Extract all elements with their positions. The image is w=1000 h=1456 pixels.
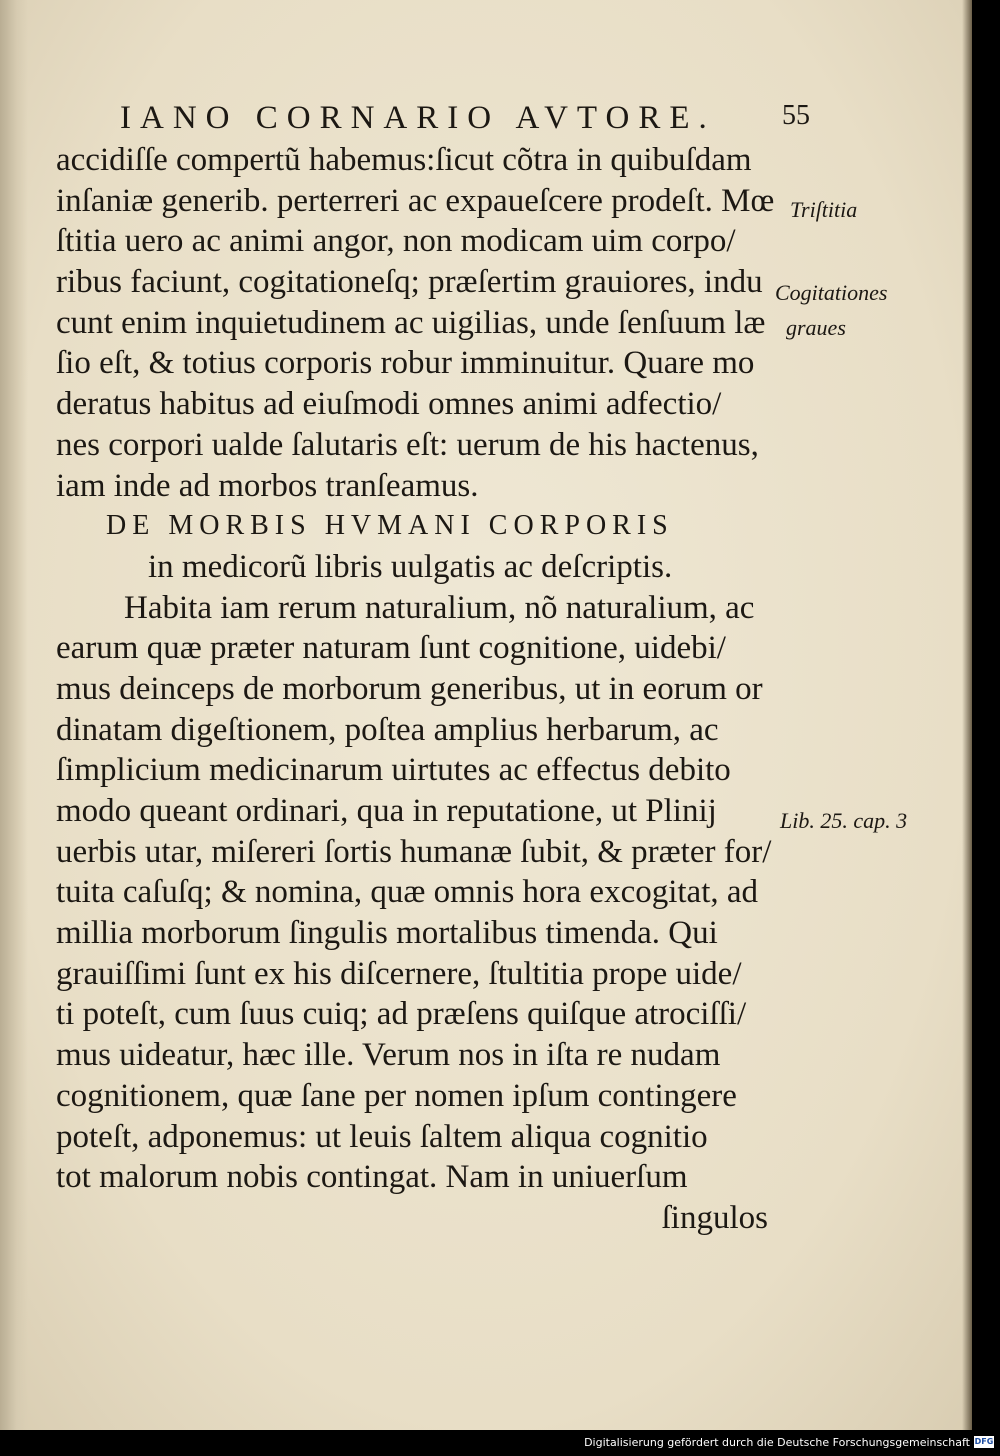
paragraph-line: mus uideatur, hæc ille. Verum nos in iſta re nudam xyxy=(56,1037,721,1074)
paragraph-line: dinatam digeſtionem, poſtea amplius herbarum, ac xyxy=(56,711,719,748)
text-line: inſaniæ generib. perterreri ac expaueſcere prodeſt. Mœ xyxy=(56,182,775,219)
text-line: iam inde ad morbos tranſeamus. xyxy=(56,467,479,504)
dfg-logo: DFG xyxy=(974,1437,994,1446)
text-line: ſio eſt, & totius corporis robur imminuitur. Quare mo xyxy=(56,345,755,382)
paragraph-line: cognitionem, quæ ſane per nomen ipſum contingere xyxy=(56,1077,737,1114)
paragraph-line: mus deinceps de morborum generibus, ut in eorum or xyxy=(56,670,763,707)
body-text xyxy=(56,140,786,1239)
paragraph-line: poteſt, adponemus: ut leuis ſaltem aliqua cognitio xyxy=(56,1118,708,1155)
digitization-credit: Digitalisierung gefördert durch die Deutsche Forschungsgemeinschaft xyxy=(584,1436,970,1449)
paragraph-line: grauiſſimi ſunt ex his diſcernere, ſtultitia prope uide/ xyxy=(56,955,742,992)
paragraph-line: tuita caſuſq; & nomina, quæ omnis hora excogitat, ad xyxy=(56,874,759,911)
paragraph-line: earum quæ præter naturam ſunt cognitione, uidebi/ xyxy=(56,630,726,667)
catchword: ſingulos xyxy=(661,1199,768,1236)
paragraph-line: ti poteſt, cum ſuus cuiq; ad præſens quiſque atrociſſi/ xyxy=(56,996,747,1033)
text-line: accidiſſe compertũ habemus:ſicut cõtra in quibuſdam xyxy=(56,142,752,178)
page-edge xyxy=(962,0,972,1430)
section-subheading: in medicorũ libris uulgatis ac deſcriptis. xyxy=(148,548,673,585)
text-line: nes corpori ualde ſalutaris eſt: uerum de his hactenus, xyxy=(56,426,759,463)
margin-note-lib-ref: Lib. 25. cap. 3 xyxy=(780,808,908,833)
paragraph-line: tot malorum nobis contingat. Nam in uniuerſum xyxy=(56,1159,688,1196)
paragraph-line: ſimplicium medicinarum uirtutes ac effectus debito xyxy=(56,752,731,789)
margin-note-cogitationes: Cogitationes xyxy=(775,280,888,305)
running-head: IANO CORNARIO AVTORE. xyxy=(120,100,716,136)
paragraph-line: millia morborum ſingulis mortalibus timenda. Qui xyxy=(56,915,718,952)
paragraph-line: modo queant ordinari, qua in reputatione, ut Plinij xyxy=(56,793,717,829)
text-line: deratus habitus ad eiuſmodi omnes animi adfectio/ xyxy=(56,386,722,423)
text-line: ribus faciunt, cogitationeſq; præſertim grauiores, indu xyxy=(56,264,763,301)
text-line: ſtitia uero ac animi angor, non modicam uim corpo/ xyxy=(56,223,736,260)
section-heading: DE MORBIS HVMANI CORPORIS xyxy=(106,510,674,542)
paragraph-line: Habita iam rerum naturalium, nõ naturalium, ac xyxy=(124,589,755,626)
text-line: cunt enim inquietudinem ac uigilias, unde ſenſuum læ xyxy=(56,304,766,341)
margin-note-tristitia: Triſtitia xyxy=(790,197,858,222)
margin-note-graues: graues xyxy=(786,315,846,340)
page-number: 55 xyxy=(782,100,810,131)
paragraph-line: uerbis utar, miſereri ſortis humanæ ſubit, & præter for/ xyxy=(56,833,772,870)
gutter-shadow xyxy=(0,0,28,1430)
